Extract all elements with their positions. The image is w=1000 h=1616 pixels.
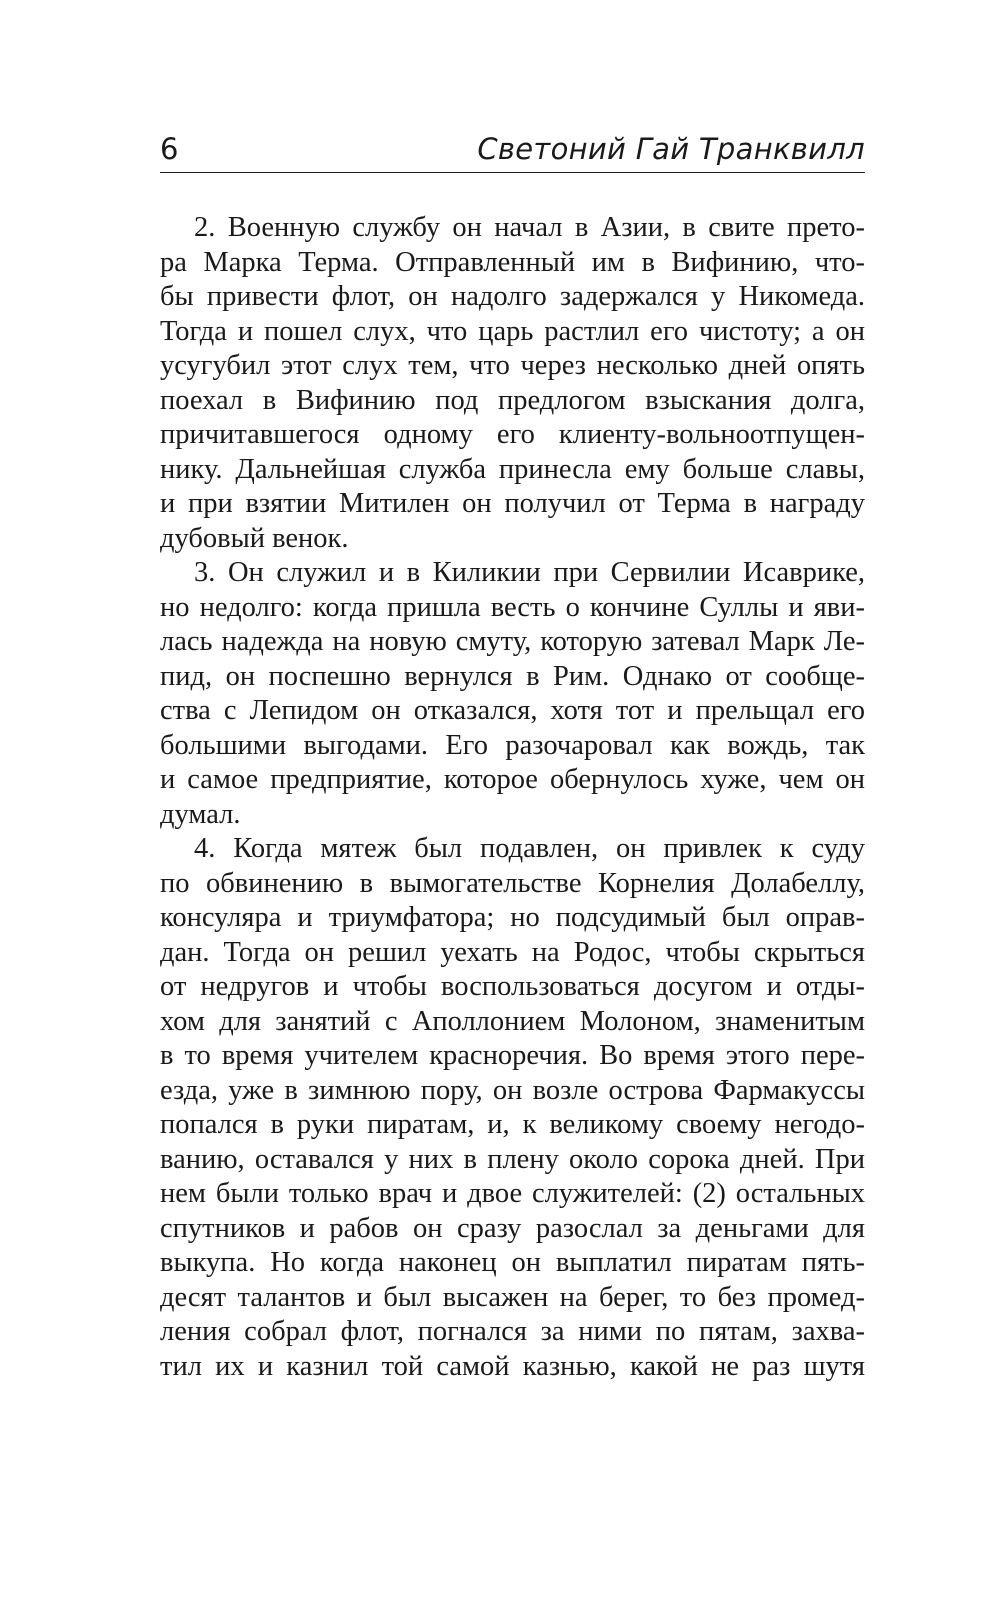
text-line: но недолго: когда пришла весть о кончине Суллы и яви- [160, 591, 865, 623]
text-line: усугубил этот слух тем, что через несколько дней опять [160, 350, 865, 381]
text-line: 3. Он служил и в Киликии при Сервилии Исаврике, [194, 557, 865, 588]
body-text [160, 211, 865, 1384]
text-line: ления собрал флот, погнался за ними по пятам, захва- [160, 1316, 865, 1347]
text-line: спутников и рабов он сразу разослал за деньгами для [160, 1212, 865, 1244]
text-line: пид, он поспешно вернулся в Рим. Однако от сообще- [160, 660, 865, 692]
text-line: Тогда и пошел слух, что царь растлил его чистоту; а он [160, 315, 865, 347]
text-line: консуляра и триумфатора; но подсудимый был оправ- [160, 902, 865, 933]
text-line: хом для занятий с Аполлонием Молоном, знаменитым [160, 1005, 865, 1037]
page-number: 6 [160, 132, 179, 166]
text-line: причитавшегося одному его клиенту-вольноотпущен- [160, 419, 865, 450]
text-line: ства с Лепидом он отказался, хотя тот и прельщал его [160, 695, 865, 726]
running-title: Светоний Гай Транквилл [477, 132, 865, 166]
text-line: 2. Военную службу он начал в Азии, в свите прето- [194, 212, 865, 243]
text-line: нику. Дальнейшая служба принесла ему больше славы, [160, 453, 865, 485]
text-line: большими выгодами. Его разочаровал как вождь, так [160, 729, 865, 761]
text-line: в то время учителем красноречия. Во время этого пере- [160, 1040, 865, 1071]
text-line: бы привести флот, он надолго задержался у Никомеда. [160, 281, 865, 312]
text-line: и при взятии Митилен он получил от Терма в награду [160, 488, 865, 519]
text-line: думал. [160, 798, 241, 830]
text-line: и самое предприятие, которое обернулось хуже, чем он [160, 764, 865, 795]
text-line: ванию, оставался у них в плену около сорока дней. При [160, 1143, 865, 1175]
text-line: дубовый венок. [160, 522, 349, 554]
text-line: по обвинению в вымогательстве Корнелия Долабеллу, [160, 867, 865, 899]
running-header [160, 128, 865, 173]
text-line: попался в руки пиратам, и, к великому своему негодо- [160, 1109, 865, 1140]
text-line: десят талантов и был высажен на берег, то без промед- [160, 1281, 865, 1313]
text-line: тил их и казнил той самой казнью, какой не раз шутя [160, 1350, 865, 1382]
text-line: ра Марка Терма. Отправленный им в Вифинию, что- [160, 246, 865, 278]
text-line: нем были только врач и двое служителей: (2) остальных [160, 1178, 865, 1209]
text-line: езда, уже в зимнюю пору, он возле острова Фармакуссы [160, 1074, 865, 1106]
text-line: дан. Тогда он решил уехать на Родос, чтобы скрыться [160, 936, 865, 968]
text-line: 4. Когда мятеж был подавлен, он привлек к суду [194, 833, 865, 864]
text-line: от недругов и чтобы воспользоваться досугом и отды- [160, 971, 865, 1002]
text-line: лась надежда на новую смуту, которую затевал Марк Ле- [160, 626, 865, 657]
text-line: выкупа. Но когда наконец он выплатил пиратам пять- [160, 1247, 865, 1278]
text-line: поехал в Вифинию под предлогом взыскания долга, [160, 384, 865, 416]
